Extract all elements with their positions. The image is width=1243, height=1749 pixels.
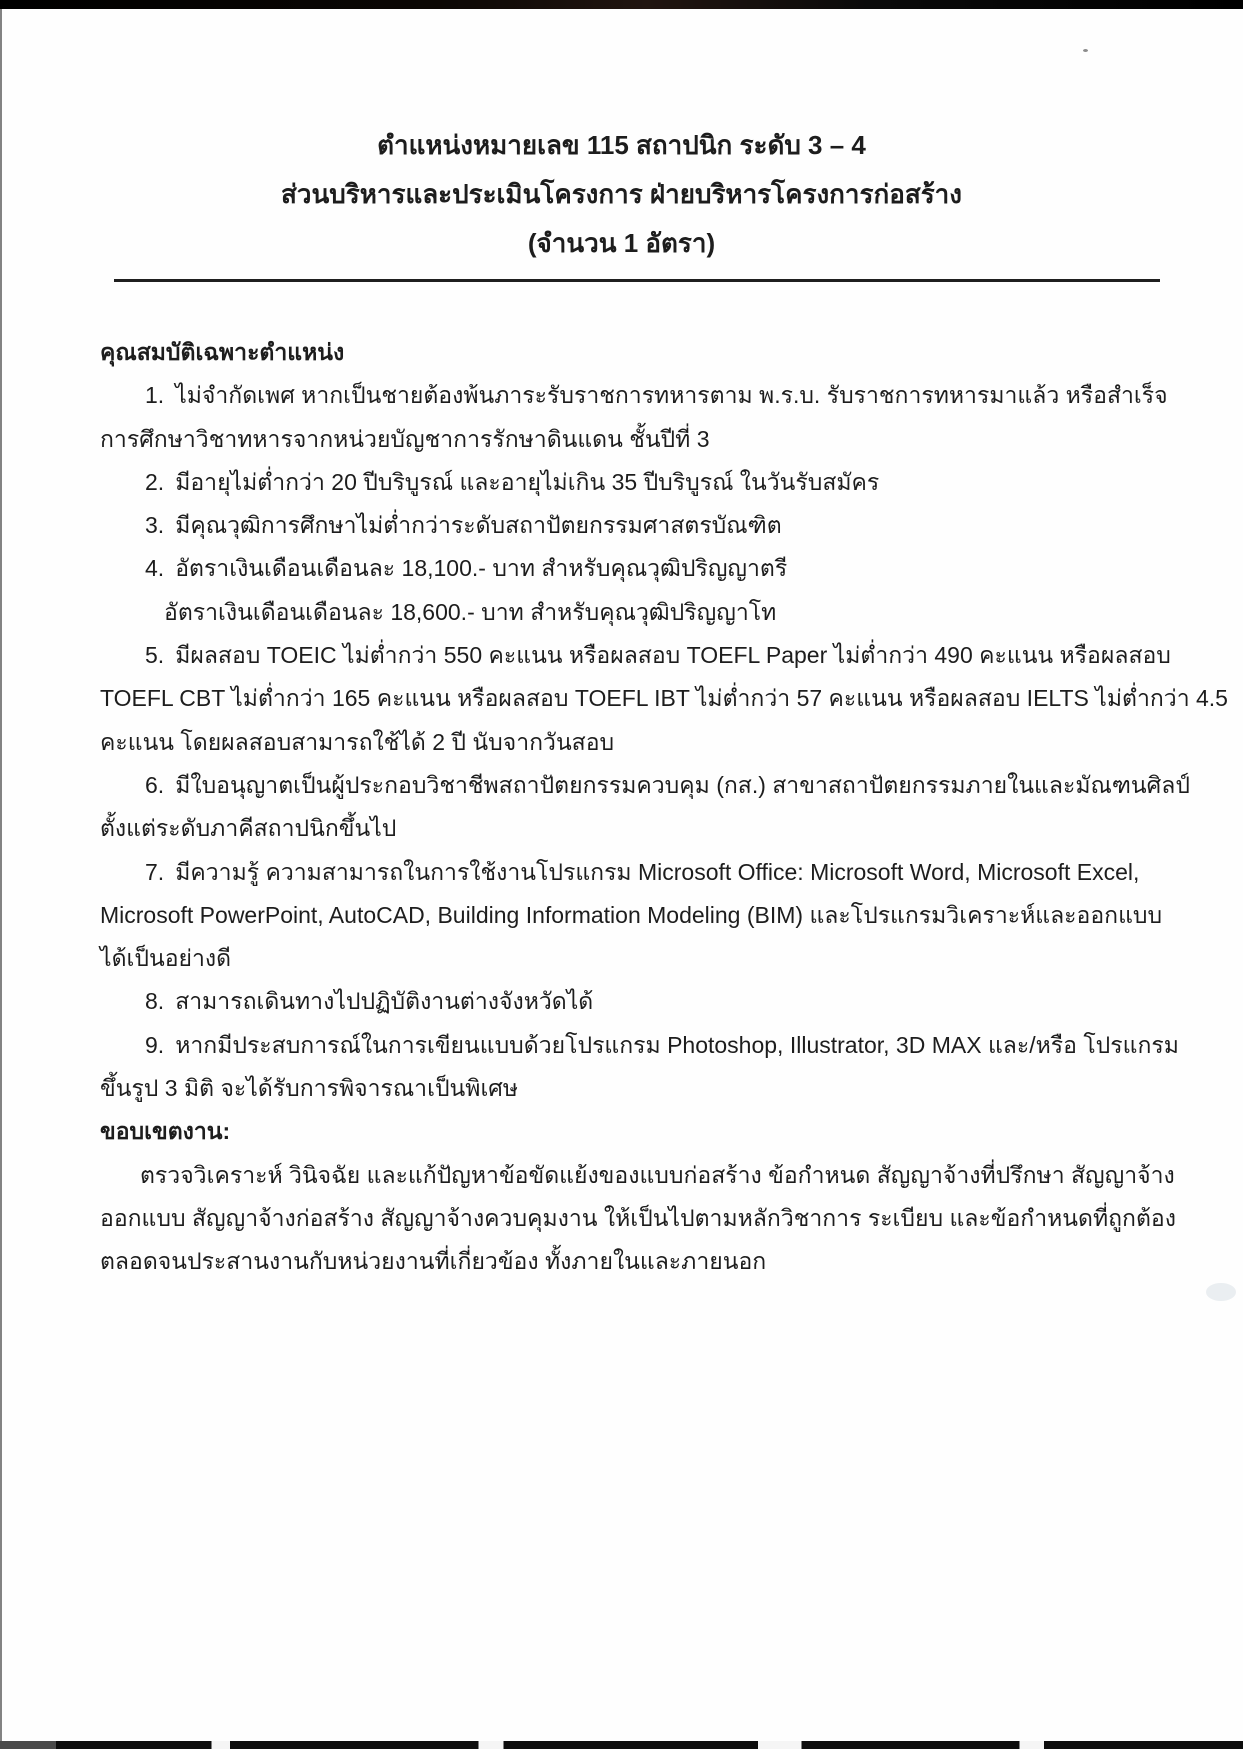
item-3-line-1: มีคุณวุฒิการศึกษาไม่ต่ำกว่าระดับสถาปัตยกรรมศาสตรบัณฑิต	[175, 512, 782, 539]
document-body	[100, 331, 1228, 1284]
item-4-number: 4.	[145, 555, 165, 582]
scan-smudge	[1206, 1283, 1236, 1301]
item-9-number: 9.	[145, 1031, 165, 1058]
item-1-line-1: ไม่จำกัดเพศ หากเป็นชายต้องพ้นภาระรับราชการทหารตาม พ.ร.บ. รับราชการทหารมาแล้ว หรือสำเร็จ	[175, 382, 1168, 409]
item-5-line-2: TOEFL CBT ไม่ต่ำกว่า 165 คะแนน หรือผลสอบ TOEFL IBT ไม่ต่ำกว่า 57 คะแนน หรือผลสอบ IELTS ไม่ต่ำกว่า 4.5	[100, 685, 1228, 712]
item-7-number: 7.	[145, 858, 165, 885]
scan-edge-bottom	[0, 1741, 1243, 1749]
qualification-item-7	[100, 851, 1150, 894]
qualification-item-9	[100, 1024, 1179, 1067]
item-1-line-2: การศึกษาวิชาทหารจากหน่วยบัญชาการรักษาดินแดน ชั้นปีที่ 3	[100, 425, 710, 452]
scan-edge-top	[0, 0, 1243, 9]
qualification-item-4	[100, 547, 1150, 590]
item-7-line-3: ได้เป็นอย่างดี	[100, 945, 232, 972]
item-3-number: 3.	[145, 512, 165, 539]
item-5-number: 5.	[145, 642, 165, 669]
title-line-2: ส่วนบริหารและประเมินโครงการ ฝ่ายบริหารโครงการก่อสร้าง	[281, 179, 962, 209]
item-7-line-2: Microsoft PowerPoint, AutoCAD, Building Information Modeling (BIM) และโปรแกรมวิเคราะห์และออกแบบ	[100, 901, 1163, 928]
item-9-line-1: หากมีประสบการณ์ในการเขียนแบบด้วยโปรแกรม Photoshop, Illustrator, 3D MAX และ/หรือ โปรแกรม	[175, 1031, 1179, 1058]
scan-edge-left	[0, 9, 2, 1741]
item-9-line-2: ขึ้นรูป 3 มิติ จะได้รับการพิจารณาเป็นพิเศษ	[100, 1075, 519, 1102]
item-7-line-1: มีความรู้ ความสามารถในการใช้งานโปรแกรม Microsoft Office: Microsoft Word, Microsoft Excel,	[175, 858, 1140, 885]
qualification-item-2	[100, 461, 1150, 504]
scope-line-3: ตลอดจนประสานงานกับหน่วยงานที่เกี่ยวข้อง ทั้งภายในและภายนอก	[100, 1248, 767, 1275]
item-2-line-1: มีอายุไม่ต่ำกว่า 20 ปีบริบูรณ์ และอายุไม่เกิน 35 ปีบริบูรณ์ ในวันรับสมัคร	[175, 468, 880, 495]
item-4-line-2: อัตราเงินเดือนเดือนละ 18,600.- บาท สำหรับคุณวุฒิปริญญาโท	[164, 598, 777, 625]
scan-speck	[1083, 49, 1088, 52]
item-6-line-1: มีใบอนุญาตเป็นผู้ประกอบวิชาชีพสถาปัตยกรรมควบคุม (กส.) สาขาสถาปัตยกรรมภายในและมัณฑนศิลป์	[175, 771, 1190, 798]
item-5-line-3: คะแนน โดยผลสอบสามารถใช้ได้ 2 ปี นับจากวันสอบ	[100, 728, 615, 755]
qualification-item-3	[100, 504, 1150, 547]
item-6-line-2: ตั้งแต่ระดับภาคีสถาปนิกขึ้นไป	[100, 815, 397, 842]
qualification-item-1	[100, 374, 1168, 417]
item-1-number: 1.	[145, 382, 165, 409]
qualification-item-6	[100, 764, 1190, 807]
qualification-item-8	[100, 980, 1150, 1023]
item-8-line-1: สามารถเดินทางไปปฏิบัติงานต่างจังหวัดได้	[175, 988, 594, 1015]
item-4-line-1: อัตราเงินเดือนเดือนละ 18,100.- บาท สำหรับคุณวุฒิปริญญาตรี	[175, 555, 788, 582]
item-8-number: 8.	[145, 988, 165, 1015]
scope-heading: ขอบเขตงาน:	[100, 1118, 231, 1145]
scope-line-2: ออกแบบ สัญญาจ้างก่อสร้าง สัญญาจ้างควบคุมงาน ให้เป็นไปตามหลักวิชาการ ระเบียบ และข้อกำหนดที่ถูกต้อง	[100, 1204, 1176, 1231]
qualification-item-5	[100, 634, 1171, 677]
item-5-line-1: มีผลสอบ TOEIC ไม่ต่ำกว่า 550 คะแนน หรือผลสอบ TOEFL Paper ไม่ต่ำกว่า 490 คะแนน หรือผลสอบ	[175, 642, 1171, 669]
qualifications-heading: คุณสมบัติเฉพาะตำแหน่ง	[100, 339, 345, 365]
item-2-number: 2.	[145, 468, 165, 495]
document-title	[0, 121, 1243, 268]
title-line-1: ตำแหน่งหมายเลข 115 สถาปนิก ระดับ 3 – 4	[377, 130, 866, 160]
title-line-3: (จำนวน 1 อัตรา)	[527, 228, 716, 258]
scope-line-1: ตรวจวิเคราะห์ วินิจฉัย และแก้ปัญหาข้อขัดแย้งของแบบก่อสร้าง ข้อกำหนด สัญญาจ้างที่ปรึกษา สัญญาจ้าง	[140, 1161, 1175, 1188]
item-6-number: 6.	[145, 771, 165, 798]
header-divider-rule	[114, 279, 1160, 282]
